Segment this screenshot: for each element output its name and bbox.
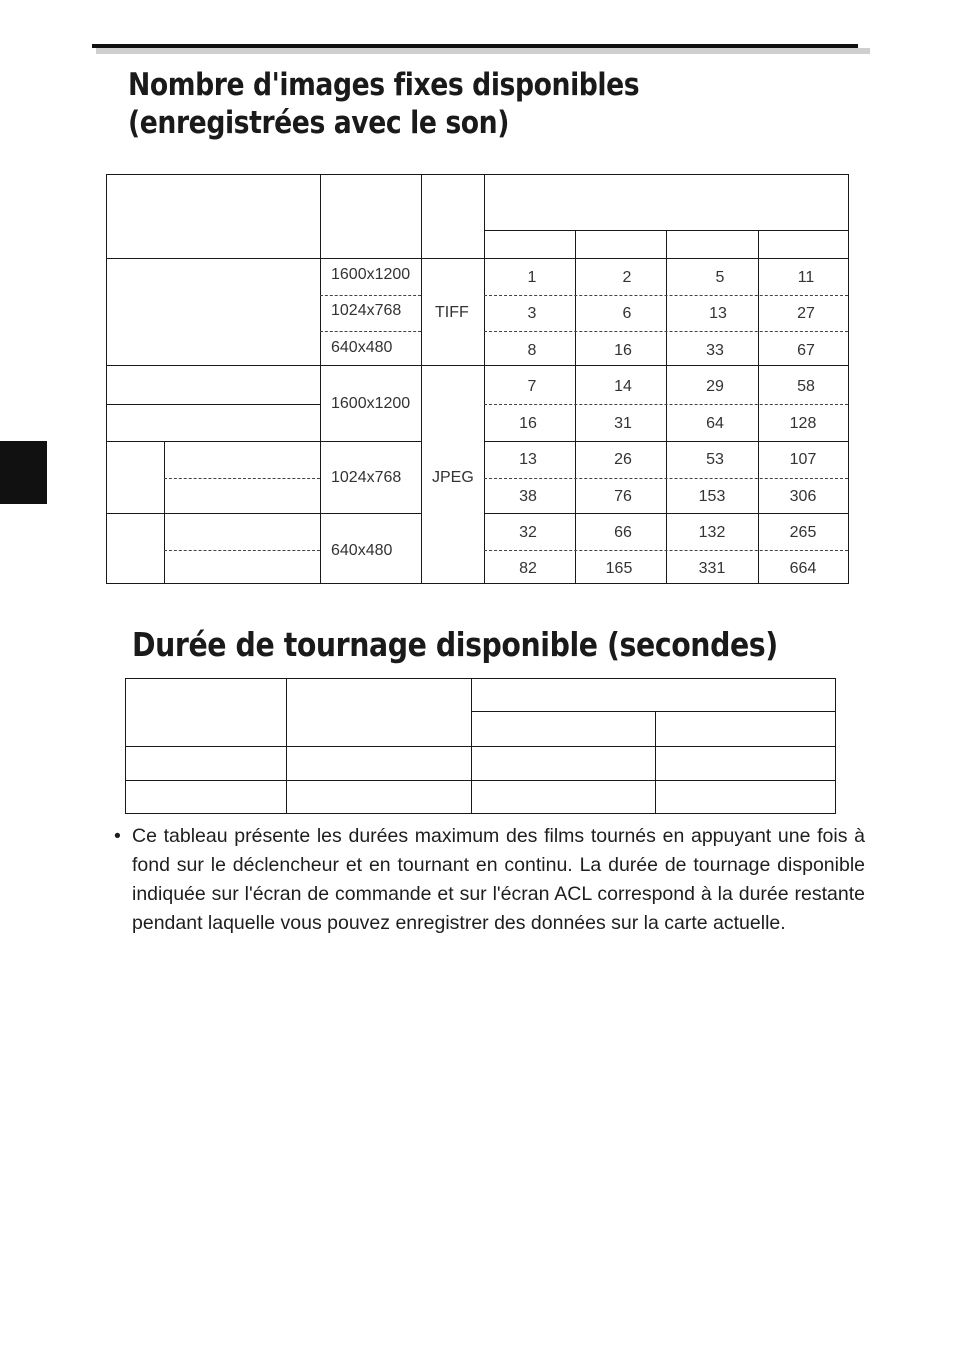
table-cell: 67 <box>797 342 815 359</box>
chapter-tab <box>0 441 47 504</box>
table-cell: 13 <box>519 451 537 468</box>
section-title-line-2: (enregistrées avec le son) <box>128 105 509 141</box>
table-cell: 27 <box>797 305 815 322</box>
table-cell: 66 <box>614 524 632 541</box>
table-cell: 8 <box>527 342 537 359</box>
table-cell: 2 <box>622 269 632 286</box>
table-cell: 132 <box>698 524 726 541</box>
note-paragraph: Ce tableau présente les durées maximum des films tournés en appuyant une fois à fond sur le déclencheur et en tournant en continu. La durée de tournage disponible indiquée sur l'écran de commande et sur l'écran ACL correspond à la durée restante pendant laquelle vous pouvez enregistrer des données sur la carte actuelle. <box>132 825 865 934</box>
table-cell: 107 <box>789 451 817 468</box>
resolution-label: 1600x1200 <box>331 266 411 283</box>
header-rule-shadow <box>96 48 870 54</box>
table-cell: 265 <box>789 524 817 541</box>
bullet-marker: • <box>114 825 121 847</box>
table-cell: 128 <box>789 415 817 432</box>
header-rule <box>92 44 858 48</box>
table-cell: 153 <box>698 488 726 505</box>
table-cell: 13 <box>709 305 727 322</box>
table-cell: 33 <box>706 342 724 359</box>
table-cell: 32 <box>519 524 537 541</box>
table-cell: 3 <box>527 305 537 322</box>
table-cell: 14 <box>614 378 632 395</box>
table-cell: 1 <box>527 269 537 286</box>
table-cell: 26 <box>614 451 632 468</box>
table-cell: 664 <box>789 560 817 577</box>
table-cell: 16 <box>519 415 537 432</box>
section-title-still-images <box>128 66 639 142</box>
table-cell: 53 <box>706 451 724 468</box>
table-cell: 7 <box>527 378 537 395</box>
table-cell: 6 <box>622 305 632 322</box>
table-cell: 38 <box>519 488 537 505</box>
table-cell: 331 <box>698 560 726 577</box>
table-cell: 5 <box>715 269 725 286</box>
table-cell: 58 <box>797 378 815 395</box>
table-cell: 64 <box>706 415 724 432</box>
table-cell: 76 <box>614 488 632 505</box>
resolution-label: 1024x768 <box>331 469 402 486</box>
resolution-label: 640x480 <box>331 339 393 356</box>
table-cell: 82 <box>519 560 537 577</box>
format-label-tiff: TIFF <box>435 304 469 321</box>
table-cell: 31 <box>614 415 632 432</box>
section-title-line-1: Nombre d'images fixes disponibles <box>128 67 640 103</box>
table-cell: 306 <box>789 488 817 505</box>
table-cell: 165 <box>605 560 633 577</box>
table-cell: 11 <box>797 269 815 286</box>
format-label-jpeg: JPEG <box>432 469 474 486</box>
table-cell: 16 <box>614 342 632 359</box>
table-cell: 29 <box>706 378 724 395</box>
section-title-recording-time: Durée de tournage disponible (secondes) <box>132 625 778 664</box>
resolution-label: 1600x1200 <box>331 395 411 412</box>
resolution-label: 1024x768 <box>331 302 402 319</box>
resolution-label: 640x480 <box>331 542 393 559</box>
